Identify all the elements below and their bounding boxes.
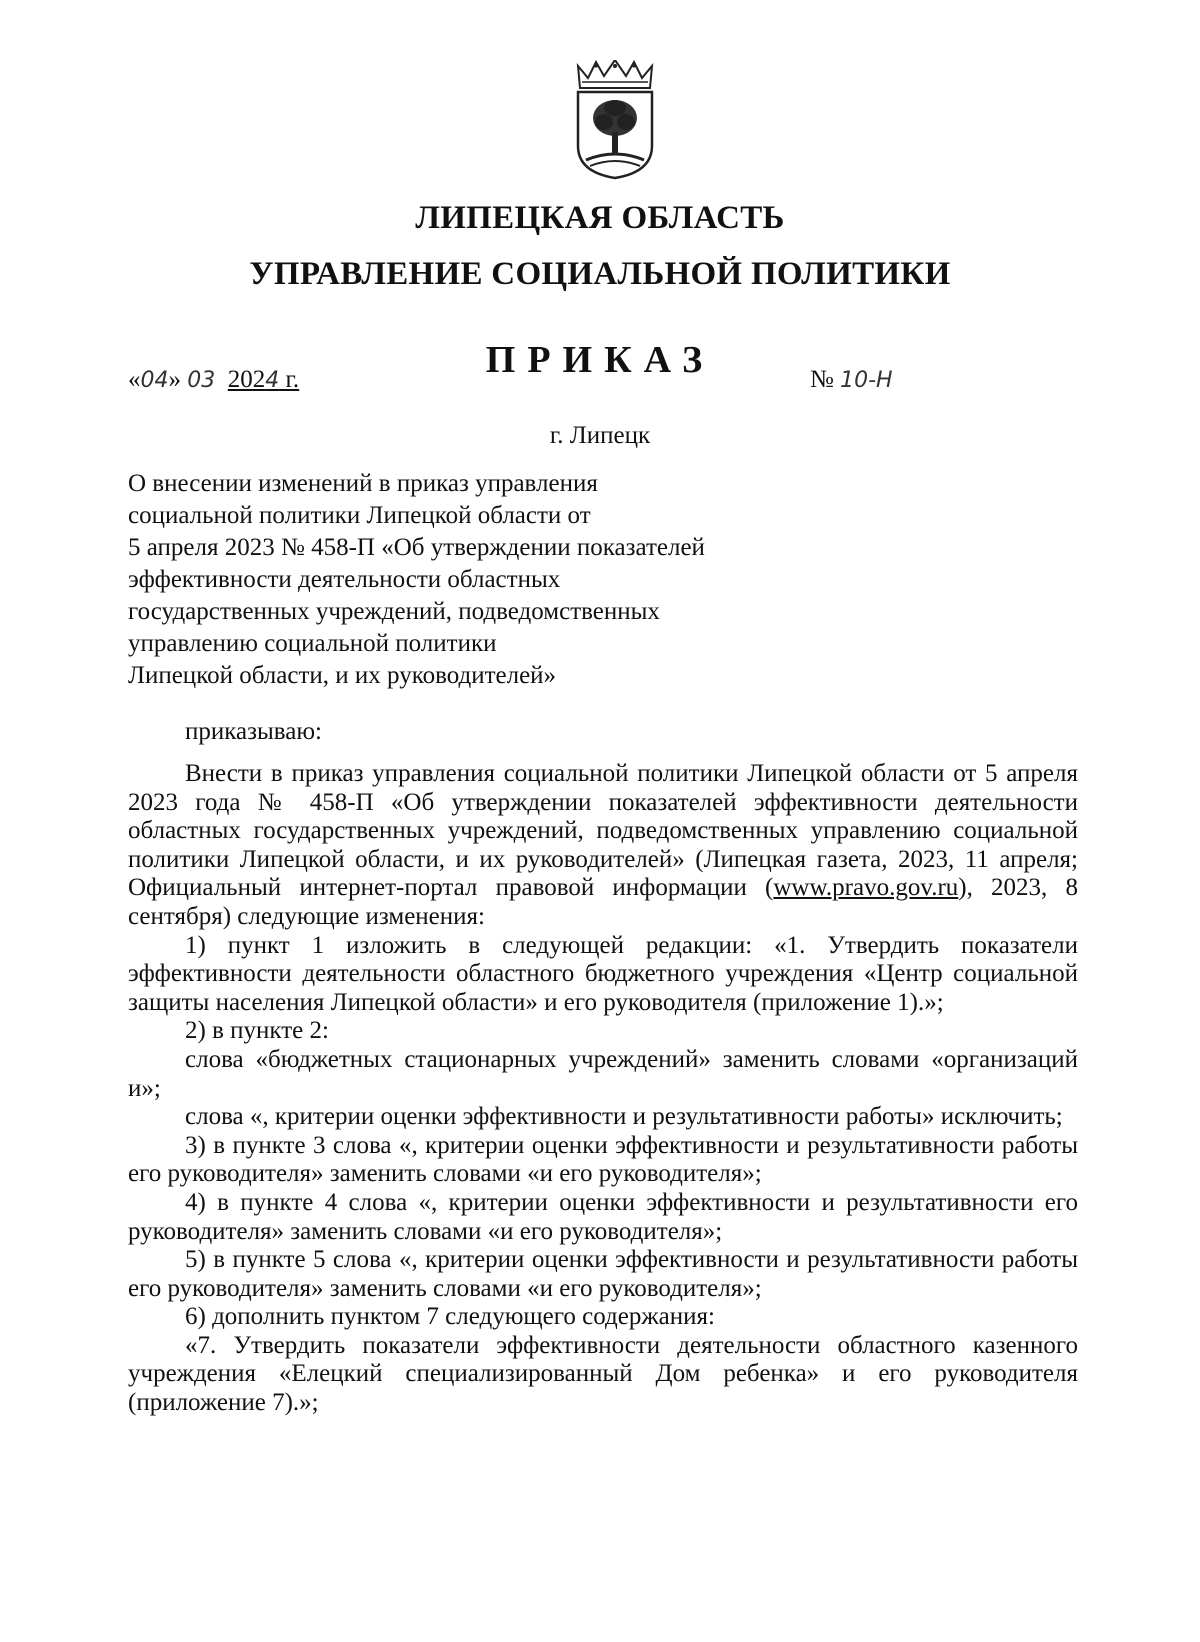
item-7: «7. Утвердить показатели эффективности деятельности областного казенного учреждения «Елецкий специализированный Дом ребенка» и его руководителя (приложение 7).»; xyxy=(128,1331,1078,1417)
order-date xyxy=(128,366,299,394)
subject-line: О внесении изменений в приказ управления xyxy=(128,470,598,497)
subject-line: социальной политики Липецкой области от xyxy=(128,502,591,529)
order-number xyxy=(810,366,893,394)
item-1: 1) пункт 1 изложить в следующей редакции: «1. Утвердить показатели эффективности деятельности областного бюджетного учреждения «Центр социальной защиты населения Липецкой области» и его руководителя (приложение 1).»; xyxy=(128,931,1078,1016)
intro-text-end: ), 2023, 8 сентября) следующие изменения: xyxy=(128,874,1078,930)
item-3: 3) в пункте 3 слова «, критерии оценки эффективности и результативности работы его руководителя» заменить словами «и его руководителя»; xyxy=(128,1131,1078,1188)
city-label: г. Липецк xyxy=(549,422,651,449)
date-year-digit: 4 xyxy=(265,368,280,393)
intro-paragraph xyxy=(128,760,1078,932)
coat-of-arms-emblem xyxy=(572,60,658,180)
item-2b: слова «, критерии оценки эффективности и результативности работы» исключить; xyxy=(185,1103,1063,1131)
date-day: 04 xyxy=(140,368,169,393)
date-suffix: г. xyxy=(279,366,300,393)
department-title: УПРАВЛЕНИЕ СОЦИАЛЬНОЙ ПОЛИТИКИ xyxy=(249,256,951,292)
number-label: № xyxy=(810,366,834,393)
item-6: 6) дополнить пунктом 7 следующего содержания: xyxy=(185,1303,715,1331)
subject-line: государственных учреждений, подведомственных xyxy=(128,598,660,625)
date-year xyxy=(228,366,299,393)
region-title: ЛИПЕЦКАЯ ОБЛАСТЬ xyxy=(415,200,785,236)
item-2: 2) в пункте 2: xyxy=(185,1017,329,1045)
subject-line: управлению социальной политики xyxy=(128,630,497,657)
subject-line: Липецкой области, и их руководителей» xyxy=(128,662,557,689)
order-body xyxy=(128,760,1078,1418)
order-subject xyxy=(128,468,788,692)
item-4: 4) в пункте 4 слова «, критерии оценки эффективности и результативности его руководителя» заменить словами «и его руководителя»; xyxy=(128,1188,1078,1245)
decree-word: приказываю: xyxy=(185,718,322,745)
subject-line: эффективности деятельности областных xyxy=(128,566,561,593)
pravo-portal-link[interactable]: www.pravo.gov.ru xyxy=(773,874,959,902)
date-month: 03 xyxy=(187,368,216,393)
date-close-quote: » xyxy=(168,366,181,393)
date-year-prefix: 202 xyxy=(227,366,266,393)
number-value: 10-Н xyxy=(840,368,893,393)
date-open-quote: « xyxy=(128,366,141,393)
item-2a: слова «бюджетных стационарных учреждений» заменить словами «организаций и»; xyxy=(128,1045,1078,1102)
subject-line: 5 апреля 2023 № 458-П «Об утверждении показателей xyxy=(128,534,705,561)
intro-text: Внести в приказ управления социальной политики Липецкой области от 5 апреля 2023 года № 458-П «Об утверждении показателей эффективности деятельности областных государственных учреждений, подведомственных управлению социальной политики Липецкой области, и их руководителей» (Липецкая газета, 2023, 11 апреля; Официальный интернет-портал правовой информации ( xyxy=(128,760,1078,902)
item-5: 5) в пункте 5 слова «, критерии оценки эффективности и результативности работы его руководителя» заменить словами «и его руководителя»; xyxy=(128,1246,1078,1302)
document-type-title: ПРИКАЗ xyxy=(485,339,715,381)
